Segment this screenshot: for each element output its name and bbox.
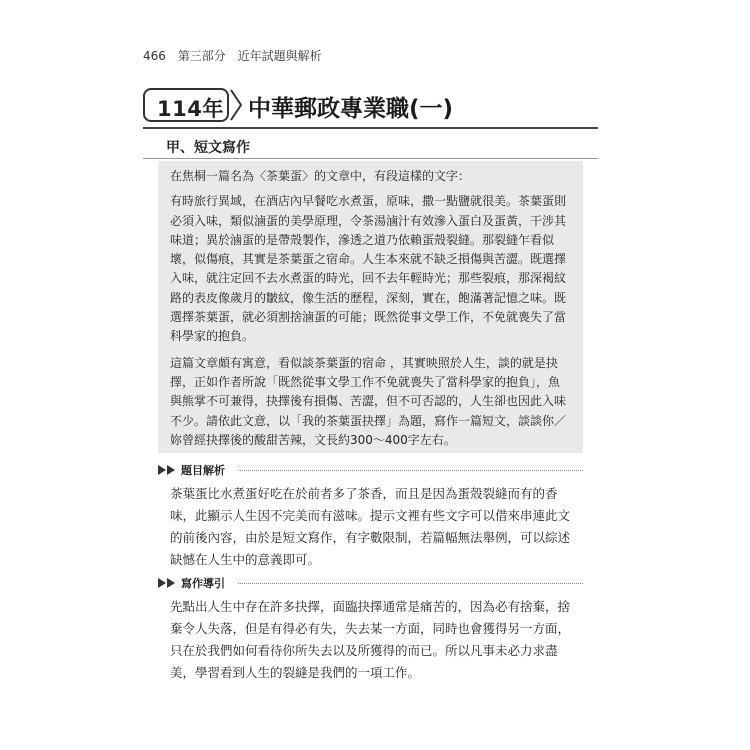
guidance-text [170, 596, 585, 684]
guidance-heading [158, 575, 583, 591]
dotted-rule [238, 583, 583, 584]
prompt-block [170, 354, 573, 450]
double-arrow-icon [158, 465, 180, 475]
prompt-line: 這篇文章頗有寓意，看似談茶葉蛋的宿命 ，其實映照於人生，談的就是抉 [170, 355, 558, 370]
prompt-line: 擇，正如作者所說「既然從事文學工作不免就喪失了當科學家的抱負」，魚 [170, 374, 561, 389]
quote-block [170, 192, 573, 346]
double-arrow-icon [158, 578, 180, 588]
section-label: 近年試題與解析 [237, 49, 322, 63]
question-intro: 在焦桐一篇名為〈茶葉蛋〉的文章中，有段這樣的文字： [170, 169, 471, 183]
quote-line: 必須入味，類似滷蛋的美學原理，令茶湯滷汁有效滲入蛋白及蛋黃，干涉其 [170, 213, 567, 228]
quote-line: 入味，就注定回不去水煮蛋的時光，回不去年輕時光；那些裂痕，那深褐紋 [170, 271, 567, 286]
guidance-line: 先點出人生中存在許多抉擇，面臨抉擇通常是痛苦的，因為必有捨棄，捨 [170, 599, 571, 614]
quote-line: 味道；異於滷蛋的是帶殼製作，滲透之道乃依賴蛋殼裂縫。那裂縫乍看似 [170, 232, 555, 247]
exam-title-block [143, 88, 598, 128]
section-heading [143, 136, 598, 159]
prompt-line: 不少。請依此文意，以「我的茶葉蛋抉擇」為題，寫作一篇短文，談談你／ [170, 413, 567, 428]
page-number: 466 [143, 49, 166, 63]
prompt-line: 與熊掌不可兼得，抉擇後有損傷、苦澀，但不可否認的，人生卻也因此入味 [170, 394, 567, 409]
exam-title: 中華郵政專業職(一) [248, 96, 454, 122]
year-badge [143, 88, 229, 122]
quote-line: 路的表皮像歲月的皺紋，像生活的歷程，深刻，實在，飽滿著記憶之味。既 [170, 290, 567, 305]
dotted-rule [238, 470, 583, 471]
section-title: 甲、短文寫作 [166, 140, 250, 156]
analysis-line: 茶葉蛋比水煮蛋好吃在於前者多了茶香，而且是因為蛋殼裂縫而有的香 [170, 486, 558, 501]
question-box [158, 161, 583, 453]
analysis-text [170, 483, 585, 571]
year-text: 114年 [157, 97, 224, 121]
part-label: 第三部分 [177, 49, 226, 63]
analysis-heading [158, 462, 583, 478]
analysis-line: 的前後內容，由於是短文寫作，有字數限制，若篇幅無法舉例，可以綜述 [170, 530, 571, 545]
chevron-right-icon [229, 88, 243, 122]
guidance-heading-label: 寫作導引 [181, 577, 225, 590]
quote-line: 科學家的抱負。 [170, 329, 255, 344]
analysis-heading-label: 題目解析 [181, 464, 225, 477]
guidance-line: 棄令人失落，但是有得必有失，失去某一方面，同時也會獲得另一方面， [170, 621, 571, 636]
analysis-line: 味，此顯示人生因不完美而有滋味。提示文裡有些文字可以借來串連此文 [170, 508, 571, 523]
quote-line: 選擇茶葉蛋，就必須割捨滷蛋的可能；既然從事文學工作，不免就喪失了當 [170, 310, 567, 325]
quote-line: 有時旅行異域，在酒店內早餐吃水煮蛋，原味，撒一點鹽就很美。茶葉蛋則 [170, 194, 567, 209]
quote-line: 壞，似傷痕，其實是茶葉蛋之宿命。人生本來就不缺乏損傷與苦澀。既選擇 [170, 252, 567, 267]
prompt-line: 妳曾經抉擇後的酸甜苦辣，文長約300～400字左右。 [170, 432, 456, 447]
title-divider [143, 127, 598, 129]
analysis-line: 缺憾在人生中的意義即可。 [170, 552, 321, 567]
running-header [143, 47, 330, 64]
guidance-line: 美，學習看到人生的裂縫是我們的一項工作。 [170, 665, 421, 680]
guidance-line: 只在於我們如何看待你所失去以及所獲得的而已。所以凡事未必力求盡 [170, 643, 558, 658]
